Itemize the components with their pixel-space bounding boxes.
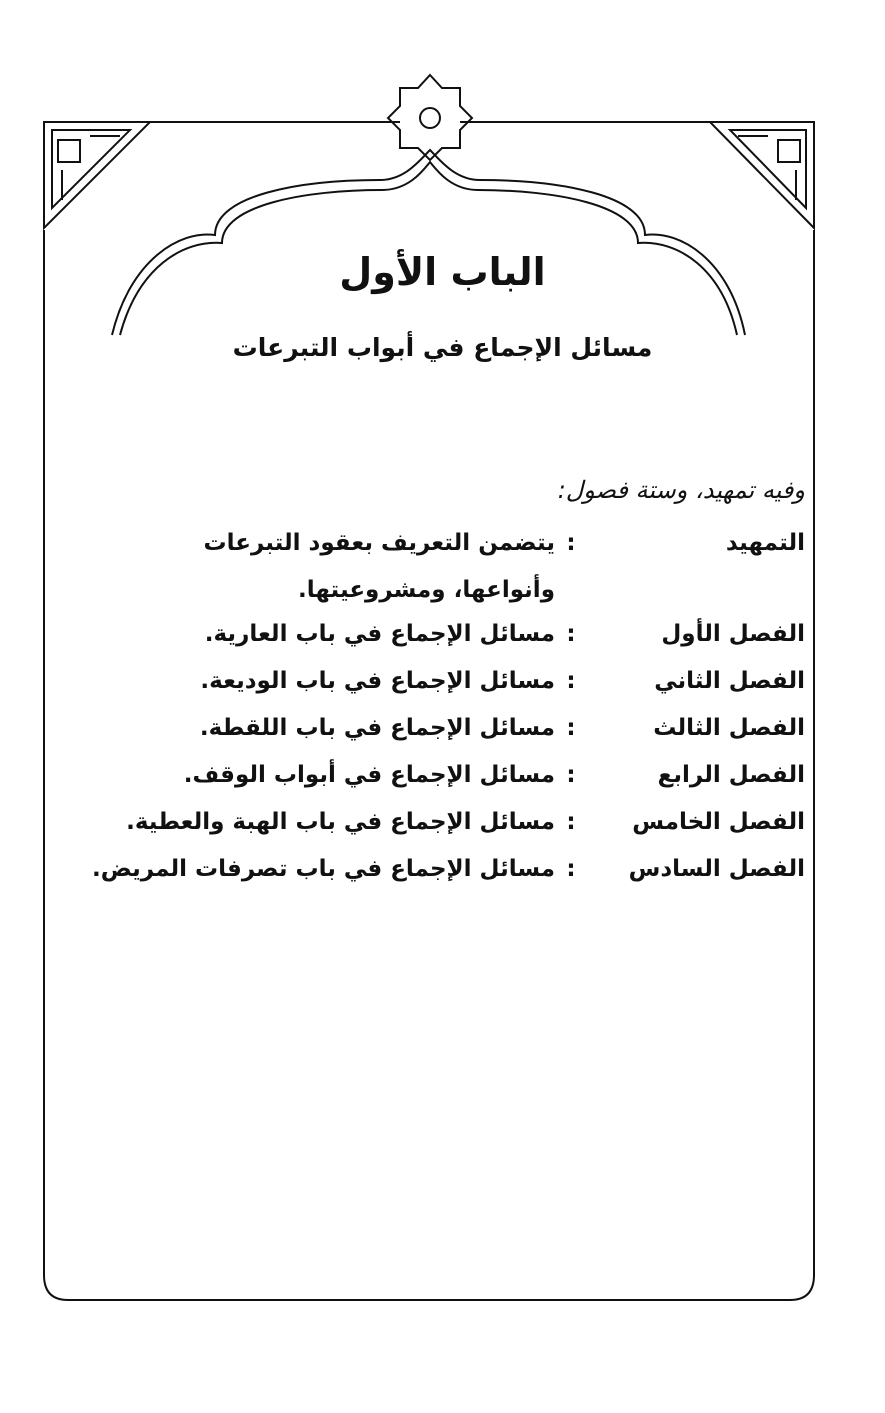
toc-label: الفصل الثاني <box>654 668 805 694</box>
toc-colon: : <box>566 530 576 556</box>
table-of-contents <box>75 530 805 903</box>
chapter-title: الباب الأول <box>339 250 546 294</box>
toc-colon: : <box>566 762 576 788</box>
toc-colon: : <box>566 715 576 741</box>
toc-description: يتضمن التعريف بعقود التبرعات <box>203 530 555 556</box>
toc-description: مسائل الإجماع في باب تصرفات المريض. <box>92 856 555 882</box>
toc-colon: : <box>566 809 576 835</box>
toc-row-chapter-2 <box>75 668 805 715</box>
toc-continuation: وأنواعها، ومشروعيتها. <box>298 577 555 603</box>
toc-row-chapter-4 <box>75 762 805 809</box>
toc-label: الفصل السادس <box>628 856 805 882</box>
toc-description: مسائل الإجماع في باب العارية. <box>204 621 555 647</box>
toc-description: مسائل الإجماع في باب الوديعة. <box>200 668 555 694</box>
intro-text: وفيه تمهيد، وستة فصول: <box>557 476 805 504</box>
toc-row-chapter-1 <box>75 621 805 668</box>
toc-label: الفصل الخامس <box>632 809 805 835</box>
toc-label: التمهيد <box>725 530 805 556</box>
toc-description: مسائل الإجماع في أبواب الوقف. <box>183 762 555 788</box>
toc-label: الفصل الأول <box>661 621 805 647</box>
toc-colon: : <box>566 621 576 647</box>
toc-row-preface <box>75 530 805 577</box>
chapter-subtitle: مسائل الإجماع في أبواب التبرعات <box>232 333 653 362</box>
toc-row-chapter-3 <box>75 715 805 762</box>
toc-label: الفصل الرابع <box>657 762 805 788</box>
toc-description: مسائل الإجماع في باب الهبة والعطية. <box>126 809 555 835</box>
toc-label: الفصل الثالث <box>653 715 805 741</box>
toc-colon: : <box>566 856 576 882</box>
toc-row-chapter-6 <box>75 856 805 903</box>
toc-row-chapter-5 <box>75 809 805 856</box>
toc-colon: : <box>566 668 576 694</box>
toc-description: مسائل الإجماع في باب اللقطة. <box>199 715 555 741</box>
